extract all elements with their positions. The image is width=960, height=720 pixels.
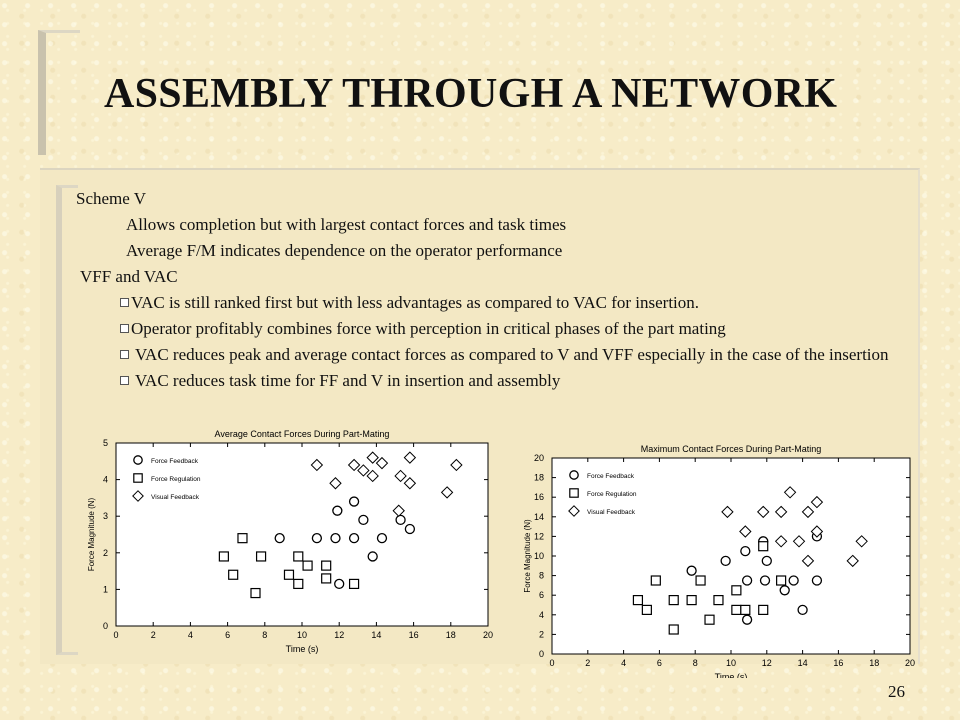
x-tick-label: 16 (408, 630, 419, 640)
x-tick-label: 8 (262, 630, 268, 640)
legend-marker (570, 471, 578, 479)
data-point-square (284, 570, 293, 579)
x-tick-label: 0 (113, 630, 119, 640)
x-tick-label: 4 (187, 630, 193, 640)
chart-svg (78, 418, 500, 670)
y-axis-label: Force Magnitude (N) (523, 519, 532, 593)
y-tick-label: 4 (102, 474, 108, 485)
bullet-text: VAC is still ranked first but with less advantages as compared to VAC for insertion. (131, 293, 700, 312)
bullet-item (72, 290, 912, 316)
bullet-text: VAC reduces task time for FF and V in insertion and assembly (134, 371, 561, 390)
scheme-heading: Scheme V (76, 189, 147, 208)
data-point-circle (743, 576, 752, 585)
x-tick-label: 18 (869, 658, 880, 668)
x-tick-label: 20 (482, 630, 494, 640)
x-tick-label: 0 (549, 658, 555, 668)
title-bracket-decoration (38, 30, 80, 155)
y-tick-label: 1 (102, 584, 108, 595)
data-point-circle (350, 534, 359, 543)
data-point-circle (377, 534, 386, 543)
y-tick-label: 4 (538, 609, 544, 620)
x-tick-label: 6 (656, 658, 662, 668)
y-axis-label: Force Magnitude (N) (87, 497, 96, 572)
x-tick-label: 10 (296, 630, 308, 640)
x-tick-label: 16 (833, 658, 844, 668)
data-point-circle (762, 556, 771, 565)
y-tick-label: 6 (538, 590, 544, 601)
data-point-circle (789, 576, 798, 585)
x-tick-label: 4 (621, 658, 627, 668)
chart-title: Average Contact Forces During Part-Mating (214, 429, 390, 439)
data-point-circle (331, 534, 340, 543)
x-tick-label: 8 (692, 658, 698, 668)
data-point-square (322, 574, 331, 583)
x-tick-label: 14 (371, 630, 382, 640)
chart-svg (510, 418, 922, 678)
y-tick-label: 10 (533, 551, 544, 561)
data-point-square (350, 579, 359, 588)
data-point-circle (359, 515, 368, 524)
data-point-circle (335, 579, 344, 588)
plot-area (552, 458, 910, 654)
data-point-square (633, 596, 642, 605)
data-point-circle (350, 497, 359, 506)
x-tick-label: 2 (585, 658, 591, 668)
x-tick-label: 20 (904, 658, 916, 668)
y-tick-label: 0 (538, 649, 544, 659)
x-axis-label: Time (s) (285, 644, 319, 654)
data-point-circle (368, 552, 377, 561)
bullet-text: Operator profitably combines force with perception in critical phases of the part mating (131, 319, 726, 338)
data-point-square (303, 561, 312, 570)
data-point-square (669, 625, 678, 634)
legend-label: Visual Feedback (151, 494, 199, 501)
bullet-item (72, 342, 890, 368)
y-tick-label: 20 (533, 453, 544, 463)
data-point-circle (687, 566, 696, 575)
y-tick-label: 14 (533, 511, 544, 522)
y-tick-label: 0 (102, 621, 108, 631)
plot-area (116, 443, 488, 626)
y-tick-label: 2 (538, 629, 544, 640)
legend-marker (134, 474, 142, 482)
legend-label: Visual Feedback (587, 509, 635, 516)
legend-marker (134, 456, 142, 464)
data-point-square (696, 576, 705, 585)
page-number: 26 (888, 682, 905, 701)
x-tick-label: 12 (334, 630, 345, 640)
data-point-square (669, 596, 678, 605)
y-tick-label: 12 (533, 531, 544, 542)
data-point-square (294, 552, 303, 561)
data-point-circle (333, 506, 342, 515)
maximum-forces-chart (510, 418, 922, 678)
data-point-square (651, 576, 660, 585)
chart-title: Maximum Contact Forces During Part-Mating (640, 444, 822, 454)
square-bullet-icon (120, 376, 129, 385)
y-tick-label: 3 (102, 511, 108, 522)
data-point-square (642, 605, 651, 614)
data-point-square (294, 579, 303, 588)
page-title: ASSEMBLY THROUGH A NETWORK (104, 71, 838, 117)
data-point-circle (761, 576, 770, 585)
bullet-item (72, 316, 912, 342)
data-point-square (687, 596, 696, 605)
x-tick-label: 14 (797, 658, 808, 668)
legend-label: Force Feedback (587, 473, 634, 480)
data-point-square (219, 552, 228, 561)
y-tick-label: 8 (538, 570, 544, 581)
y-tick-label: 16 (533, 492, 544, 503)
x-tick-label: 6 (225, 630, 231, 640)
data-point-circle (275, 534, 284, 543)
data-point-circle (741, 547, 750, 556)
scheme-point: Average F/M indicates dependence on the operator performance (126, 241, 563, 260)
data-point-square (732, 605, 741, 614)
data-point-square (229, 570, 238, 579)
data-point-square (759, 542, 768, 551)
data-point-square (741, 605, 750, 614)
legend-marker (570, 489, 578, 497)
data-point-circle (780, 586, 789, 595)
legend-label: Force Regulation (587, 491, 637, 498)
data-point-square (251, 589, 260, 598)
scheme-point: Allows completion but with largest contact forces and task times (126, 215, 567, 234)
y-tick-label: 18 (533, 472, 544, 483)
x-tick-label: 18 (445, 630, 456, 640)
data-point-circle (312, 534, 321, 543)
x-tick-label: 2 (150, 630, 156, 640)
average-forces-chart (78, 418, 500, 670)
square-bullet-icon (120, 324, 129, 333)
data-point-circle (798, 605, 807, 614)
data-point-square (732, 586, 741, 595)
data-point-square (322, 561, 331, 570)
data-point-square (777, 576, 786, 585)
bullet-text: VAC reduces peak and average contact forces as compared to V and VFF especially in the case of the insertion (134, 345, 889, 364)
data-point-circle (812, 576, 821, 585)
x-tick-label: 12 (761, 658, 772, 668)
x-axis-label: Time (s) (714, 672, 748, 678)
data-point-circle (405, 525, 414, 534)
body-text (72, 186, 912, 394)
legend-label: Force Regulation (151, 476, 201, 483)
bullet-item (72, 368, 912, 394)
data-point-circle (743, 615, 752, 624)
data-point-circle (721, 556, 730, 565)
square-bullet-icon (120, 298, 129, 307)
y-tick-label: 2 (102, 547, 108, 558)
data-point-square (759, 605, 768, 614)
data-point-square (714, 596, 723, 605)
data-point-circle (396, 515, 405, 524)
data-point-square (705, 615, 714, 624)
square-bullet-icon (120, 350, 129, 359)
data-point-square (238, 534, 247, 543)
vff-heading: VFF and VAC (80, 267, 178, 286)
x-tick-label: 10 (725, 658, 737, 668)
data-point-square (257, 552, 266, 561)
legend-label: Force Feedback (151, 458, 198, 465)
y-tick-label: 5 (102, 438, 108, 448)
